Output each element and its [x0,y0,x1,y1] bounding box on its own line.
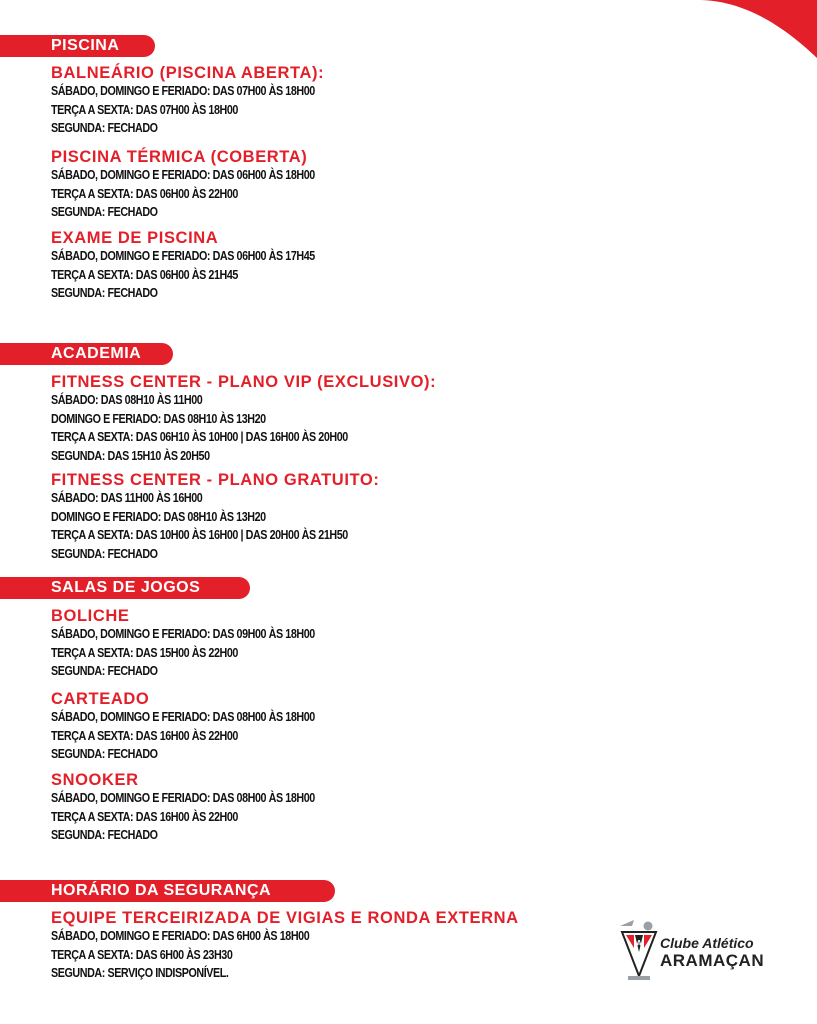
club-emblem-icon [618,918,660,982]
schedule-line: TERÇA A SEXTA: DAS 16H00 ÀS 22H00 [51,728,238,743]
group-title: PISCINA TÉRMICA (COBERTA) [51,148,308,166]
schedule-line: SEGUNDA: FECHADO [51,121,158,135]
schedule-line: TERÇA A SEXTA: DAS 06H00 ÀS 21H45 [51,267,238,282]
group-title: FITNESS CENTER - PLANO VIP (EXCLUSIVO): [51,373,437,391]
schedule-line: TERÇA A SEXTA: DAS 07H00 ÀS 18H00 [51,102,238,117]
section-badge-piscina: PISCINA [0,35,155,57]
schedule-line: SEGUNDA: SERVIÇO INDISPONÍVEL. [51,966,229,980]
schedule-line: SÁBADO, DOMINGO E FERIADO: DAS 06H00 ÀS 17H45 [51,249,315,263]
schedule-line: SÁBADO, DOMINGO E FERIADO: DAS 6H00 ÀS 18H00 [51,929,310,943]
group-title: FITNESS CENTER - PLANO GRATUITO: [51,471,380,489]
corner-decoration [657,0,817,60]
group-title: CARTEADO [51,690,150,708]
schedule-line: DOMINGO E FERIADO: DAS 08H10 ÀS 13H20 [51,411,266,426]
group-vigias [51,909,519,983]
schedule-line: SÁBADO, DOMINGO E FERIADO: DAS 06H00 ÀS 18H00 [51,168,315,182]
group-exame-piscina [51,229,358,303]
group-fitness-gratuito [51,471,396,563]
schedule-line: TERÇA A SEXTA: DAS 6H00 ÀS 23H30 [51,947,233,962]
schedule-line: TERÇA A SEXTA: DAS 06H10 ÀS 10H00 | DAS 16H00 ÀS 20H00 [51,430,348,444]
schedule-line: SEGUNDA: FECHADO [51,546,158,561]
group-piscina-termica [51,148,358,222]
schedule-line: SÁBADO: DAS 11H00 ÀS 16H00 [51,491,203,505]
club-logo [618,918,788,986]
section-badge-academia: ACADEMIA [0,343,173,365]
section-badge-seguranca: HORÁRIO DA SEGURANÇA [0,880,335,902]
schedule-line: SEGUNDA: FECHADO [51,828,158,842]
schedule-line: SEGUNDA: DAS 15H10 ÀS 20H50 [51,448,210,463]
group-snooker [51,771,358,845]
group-carteado [51,690,358,764]
group-title: BOLICHE [51,607,130,625]
schedule-line: SÁBADO: DAS 08H10 ÀS 11H00 [51,393,203,407]
group-title: SNOOKER [51,771,139,789]
schedule-line: TERÇA A SEXTA: DAS 10H00 ÀS 16H00 | DAS 20H00 ÀS 21H50 [51,528,348,542]
group-balneario [51,64,358,138]
section-badge-salas-de-jogos: SALAS DE JOGOS [0,577,250,599]
group-title: BALNEÁRIO (PISCINA ABERTA): [51,64,325,82]
schedule-line: TERÇA A SEXTA: DAS 06H00 ÀS 22H00 [51,186,238,201]
schedule-line: SEGUNDA: FECHADO [51,664,158,678]
logo-text-line1: Clube Atlético [660,935,754,951]
schedule-line: SEGUNDA: FECHADO [51,286,158,300]
logo-text-line2: ARAMAÇAN [660,951,765,970]
group-boliche [51,607,358,681]
group-title: EXAME DE PISCINA [51,229,219,247]
group-title: EQUIPE TERCEIRIZADA DE VIGIAS E RONDA EXTERNA [51,909,519,927]
schedule-line: TERÇA A SEXTA: DAS 15H00 ÀS 22H00 [51,645,238,660]
svg-text:A: A [636,939,642,948]
schedule-line: SÁBADO, DOMINGO E FERIADO: DAS 08H00 ÀS 18H00 [51,710,315,724]
schedule-line: SEGUNDA: FECHADO [51,205,158,219]
group-fitness-vip [51,373,436,465]
schedule-line: TERÇA A SEXTA: DAS 16H00 ÀS 22H00 [51,809,238,824]
schedule-line: SÁBADO, DOMINGO E FERIADO: DAS 08H00 ÀS 18H00 [51,791,315,805]
schedule-line: SÁBADO, DOMINGO E FERIADO: DAS 07H00 ÀS 18H00 [51,84,315,98]
schedule-line: DOMINGO E FERIADO: DAS 08H10 ÀS 13H20 [51,509,266,524]
schedule-line: SEGUNDA: FECHADO [51,747,158,761]
schedule-line: SÁBADO, DOMINGO E FERIADO: DAS 09H00 ÀS 18H00 [51,627,315,641]
